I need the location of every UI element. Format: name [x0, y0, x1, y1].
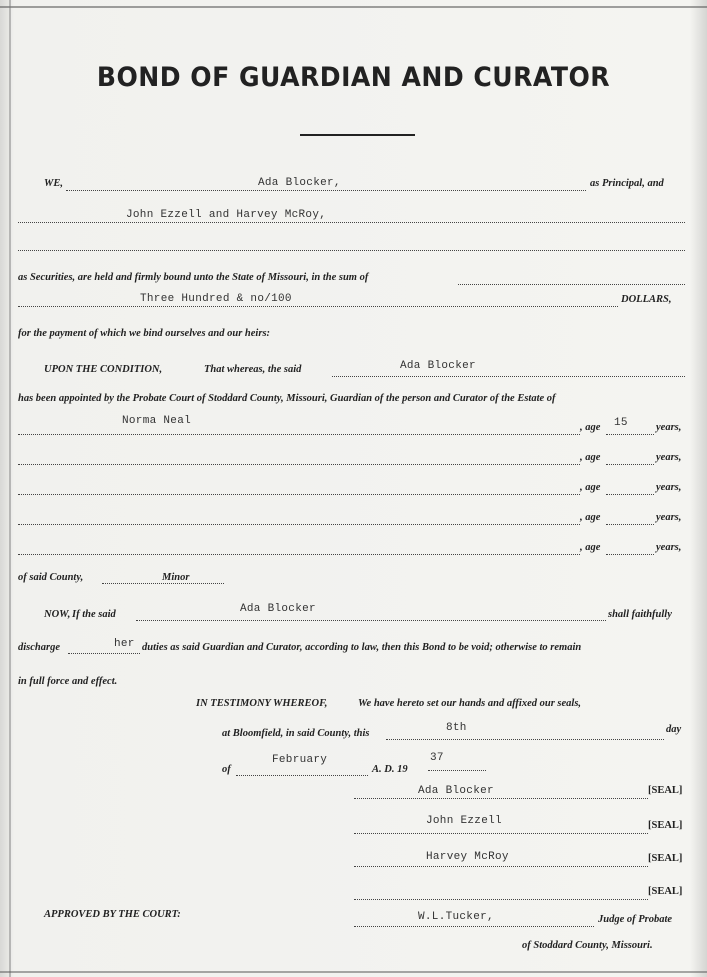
we-label: WE,: [44, 178, 63, 189]
seal-label: [SEAL]: [648, 820, 683, 831]
ward-age-label: , age: [580, 542, 601, 553]
ward-years-label: years,: [656, 482, 682, 493]
now-if-said: If the said: [72, 609, 116, 620]
securities-line: [18, 222, 685, 223]
county-label: of said County,: [18, 572, 84, 583]
of-label: of: [222, 764, 231, 775]
judge-signature: W.L.Tucker,: [418, 911, 494, 923]
testimony-lead: IN TESTIMONY WHEREOF,: [196, 698, 328, 709]
day-line: [386, 739, 664, 740]
testimony-text: We have hereto set our hands and affixed our seals,: [358, 698, 582, 709]
dollars-label: DOLLARS,: [621, 294, 672, 305]
as-principal-label: as Principal, and: [590, 178, 664, 189]
ward-name: Norma Neal: [122, 415, 192, 427]
signature-line: [354, 866, 648, 867]
payment-text: for the payment of which we bind ourselves and our heirs:: [18, 328, 271, 339]
signature-name: Harvey McRoy: [426, 851, 509, 863]
condition-name: Ada Blocker: [400, 360, 476, 372]
amount-value: Three Hundred & no/100: [140, 293, 292, 305]
ward-age-label: , age: [580, 482, 601, 493]
ward-line: [18, 554, 580, 555]
ward-line: [18, 434, 580, 435]
pronoun-line: [68, 653, 140, 654]
securities-text: as Securities, are held and firmly bound unto the State of Missouri, in the sum of: [18, 272, 369, 283]
principal-line: [66, 190, 586, 191]
testimony-at: at Bloomfield, in said County, this: [222, 728, 370, 739]
judge-line: [354, 926, 594, 927]
signature-line: [354, 899, 648, 900]
ward-years-label: years,: [656, 512, 682, 523]
condition-text: That whereas, the said: [204, 364, 302, 375]
force-text: in full force and effect.: [18, 676, 118, 687]
pronoun-value: her: [114, 638, 135, 650]
scan-edge-left: [9, 0, 11, 977]
seal-label: [SEAL]: [648, 886, 683, 897]
ward-age-line: [606, 494, 654, 495]
ward-line: [18, 524, 580, 525]
ward-age-line: [606, 524, 654, 525]
now-name-line: [136, 620, 606, 621]
ward-age-line: [606, 464, 654, 465]
ward-age-line: [606, 434, 654, 435]
day-label: day: [666, 724, 682, 735]
scan-edge-top: [0, 6, 707, 8]
discharge-label: discharge: [18, 642, 60, 653]
year-value: 37: [430, 752, 444, 764]
amount-line: [18, 306, 618, 307]
year-line: [428, 770, 486, 771]
blank-line: [18, 250, 685, 251]
condition-name-line: [332, 376, 685, 377]
ward-years-label: years,: [656, 422, 682, 433]
judge-county: of Stoddard County, Missouri.: [522, 940, 653, 951]
month-value: February: [272, 754, 328, 766]
seal-label: [SEAL]: [648, 785, 683, 796]
ward-years-label: years,: [656, 452, 682, 463]
now-name: Ada Blocker: [240, 603, 316, 615]
ward-age-label: , age: [580, 452, 601, 463]
signature-name: John Ezzell: [426, 815, 502, 827]
ad-label: A. D. 19: [372, 764, 408, 775]
discharge-text: duties as said Guardian and Curator, according to law, then this Bond to be void; otherwise to remain: [142, 642, 582, 653]
scan-edge-bottom: [0, 971, 707, 973]
ward-age-line: [606, 554, 654, 555]
ward-years-label: years,: [656, 542, 682, 553]
title-rule: [300, 134, 415, 136]
county-status: Minor: [162, 572, 190, 583]
condition-lead: UPON THE CONDITION,: [44, 364, 163, 375]
ward-line: [18, 464, 580, 465]
ward-age: 15: [614, 417, 628, 429]
signature-line: [354, 798, 648, 799]
judge-title: Judge of Probate: [598, 914, 673, 925]
seal-label: [SEAL]: [648, 853, 683, 864]
approval-label: APPROVED BY THE COURT:: [44, 909, 181, 920]
securities-names: John Ezzell and Harvey McRoy,: [126, 209, 327, 221]
principal-name: Ada Blocker,: [258, 177, 341, 189]
month-line: [236, 775, 368, 776]
ward-age-label: , age: [580, 422, 601, 433]
now-lead: NOW,: [44, 609, 71, 620]
ward-line: [18, 494, 580, 495]
ward-age-label: , age: [580, 512, 601, 523]
sum-line: [458, 284, 685, 285]
appointed-text: has been appointed by the Probate Court of Stoddard County, Missouri, Guardian of the person and Curator of the Estate of: [18, 393, 556, 404]
shall-label: shall faithfully: [608, 609, 672, 620]
document-title: BOND OF GUARDIAN AND CURATOR: [96, 62, 611, 93]
county-line: [102, 583, 224, 584]
signature-line: [354, 833, 648, 834]
day-value: 8th: [446, 722, 467, 734]
signature-name: Ada Blocker: [418, 785, 494, 797]
